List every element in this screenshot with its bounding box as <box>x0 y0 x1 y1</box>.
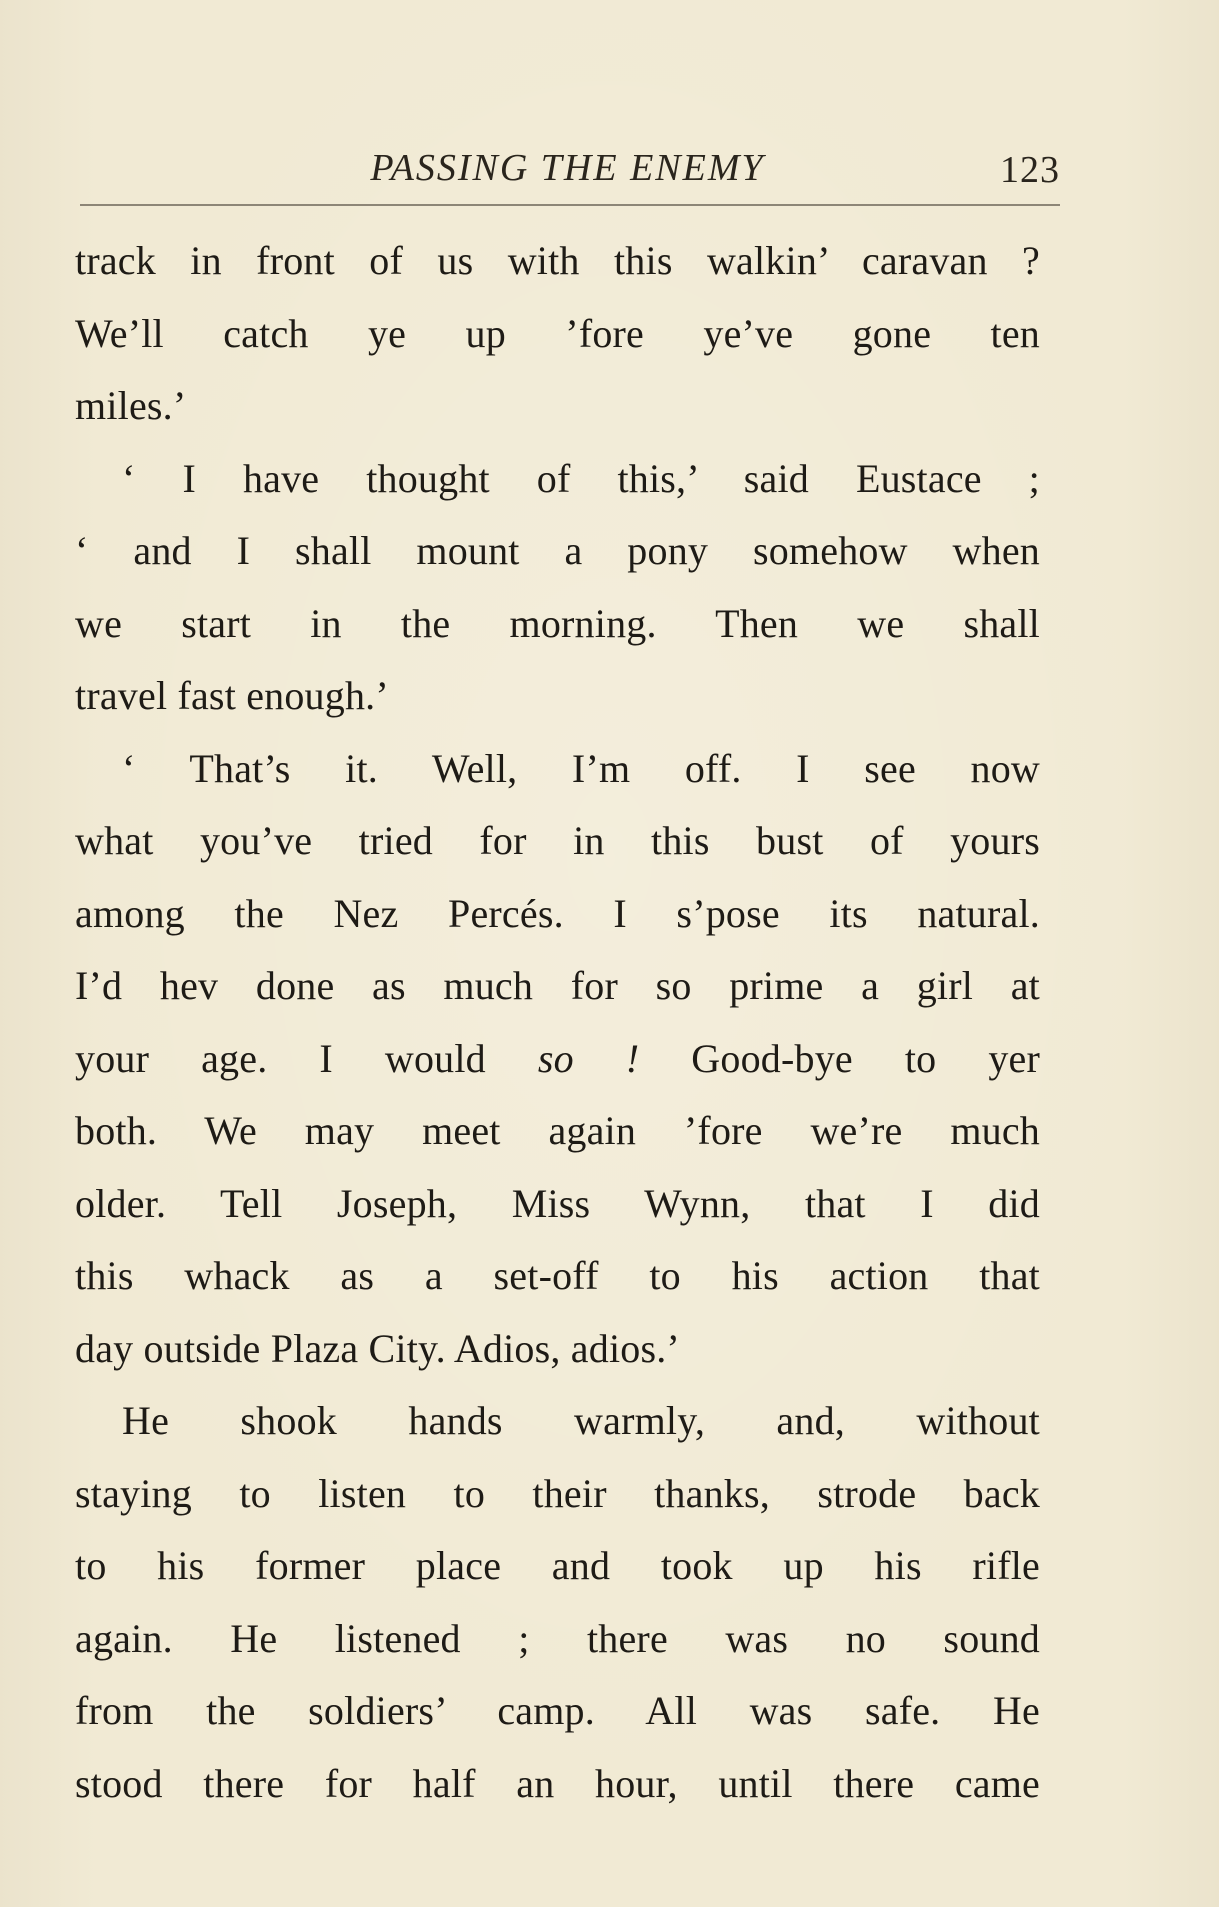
text-line: to his former place and took up his rifle <box>75 1543 1040 1588</box>
text-line: ‘ I have thought of this,’ said Eustace ; <box>122 455 1040 501</box>
text-line: ‘ That’s it. Well, I’m off. I see now <box>122 745 1040 791</box>
emphasized-word: so ! <box>537 1035 640 1081</box>
text-line: staying to listen to their thanks, strode back <box>75 1470 1040 1516</box>
text-line: among the Nez Percés. I s’pose its natural. <box>75 890 1040 936</box>
text-line: stood there for half an hour, until there came <box>75 1760 1040 1806</box>
text-line: I’d hev done as much for so prime a girl at <box>75 963 1040 1008</box>
text-run: your age. I would <box>75 1035 538 1081</box>
running-title: PASSING THE ENEMY <box>370 147 765 189</box>
text-line: We’ll catch ye up ’fore ye’ve gone ten <box>75 310 1040 356</box>
header-rule <box>80 204 1060 206</box>
text-line-with-emphasis <box>75 1023 1040 1096</box>
text-run: Good-bye to yer <box>639 1035 1040 1081</box>
text-line: miles.’ <box>75 383 187 428</box>
text-line: this whack as a set-off to his action that <box>75 1253 1040 1298</box>
text-line: again. He listened ; there was no sound <box>75 1615 1040 1661</box>
text-line: He shook hands warmly, and, without <box>122 1398 1040 1443</box>
text-line: from the soldiers’ camp. All was safe. He <box>75 1688 1040 1733</box>
text-line: what you’ve tried for in this bust of yours <box>75 818 1040 863</box>
text-line: ‘ and I shall mount a pony somehow when <box>75 528 1040 573</box>
text-line: track in front of us with this walkin’ caravan ? <box>75 238 1040 283</box>
page-number: 123 <box>1000 149 1060 191</box>
text-line: day outside Plaza City. Adios, adios.’ <box>75 1325 680 1371</box>
body-text <box>75 225 1040 1820</box>
text-line: older. Tell Joseph, Miss Wynn, that I did <box>75 1180 1040 1226</box>
text-line: we start in the morning. Then we shall <box>75 600 1040 646</box>
text-line: both. We may meet again ’fore we’re much <box>75 1108 1040 1153</box>
running-head <box>75 140 1060 196</box>
text-line: travel fast enough.’ <box>75 673 389 718</box>
